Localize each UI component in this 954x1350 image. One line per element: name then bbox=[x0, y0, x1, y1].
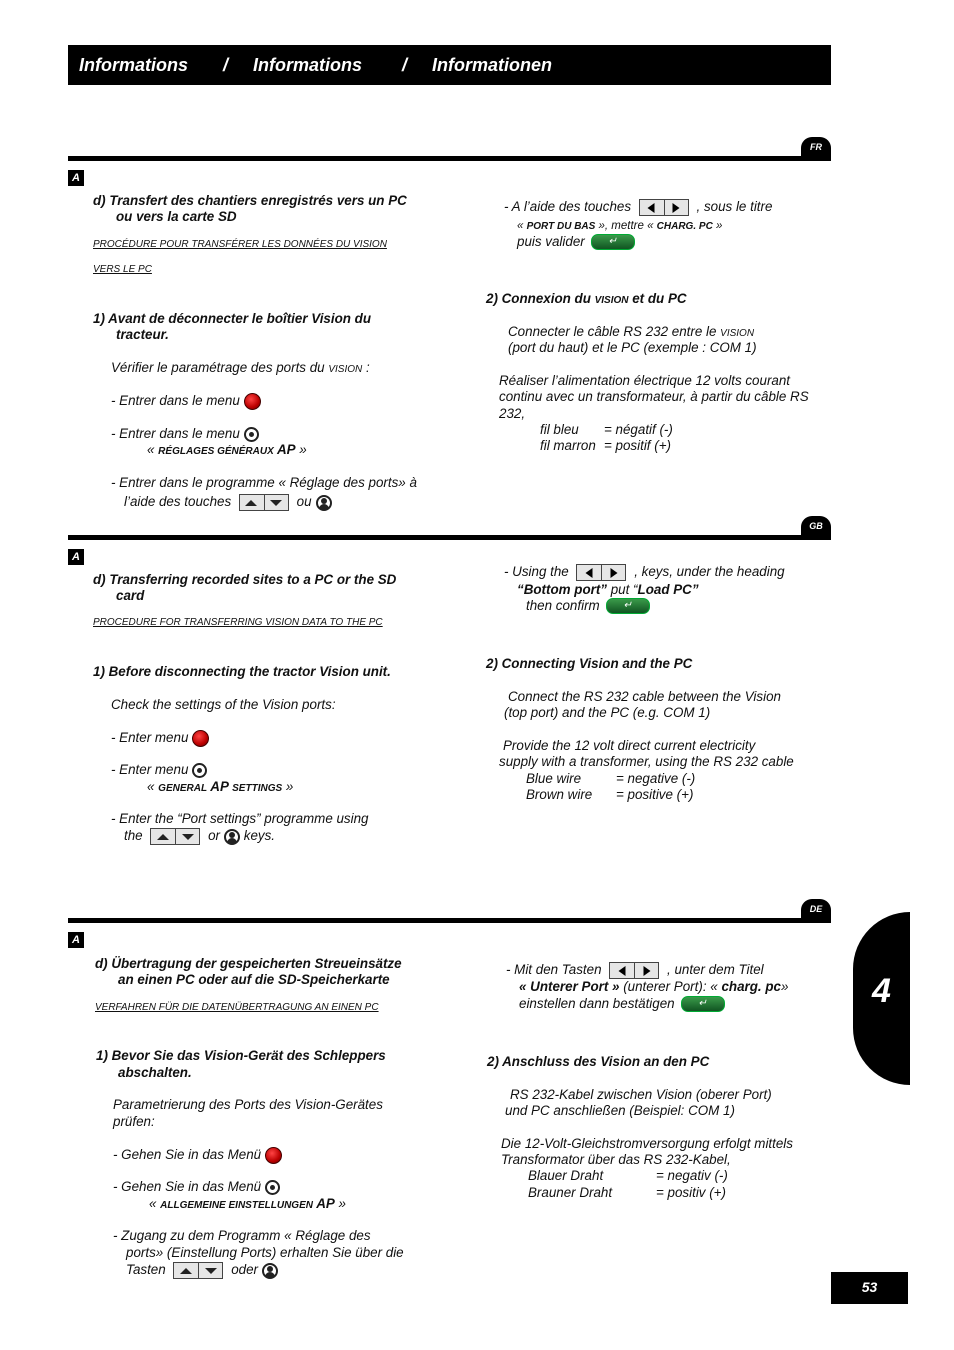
section-letter-box: A bbox=[68, 549, 84, 565]
de-power-line2: Transformator über das RS 232-Kabel, bbox=[501, 1152, 731, 1167]
settings-menu-button-icon bbox=[192, 763, 207, 778]
de-step-enter-settings-menu: - Gehen Sie in das Menü bbox=[113, 1179, 280, 1195]
enter-key-icon: ↵ bbox=[681, 996, 725, 1012]
gb-procedure: PROCEDURE FOR TRANSFERRING VISION DATA TO THE PC bbox=[93, 617, 383, 628]
de-step-port-settings-line3: Tasten oder bbox=[126, 1262, 278, 1279]
fr-procedure-line2: VERS LE PC bbox=[93, 264, 152, 275]
chapter-number: 4 bbox=[872, 972, 891, 1010]
language-tag-gb: GB bbox=[801, 516, 831, 538]
language-tag-fr: FR bbox=[801, 137, 831, 159]
left-right-arrow-keys-icon bbox=[639, 199, 689, 216]
fr-procedure-line1: PROCÉDURE POUR TRANSFÉRER LES DONNÉES DU VISION bbox=[93, 239, 387, 250]
left-right-arrow-keys-icon bbox=[576, 564, 626, 581]
fr-step1-title-line1: 1) Avant de déconnecter le boîtier Vision du bbox=[93, 311, 372, 326]
de-step-port-settings-line1: - Zugang zu dem Programm « Réglage des bbox=[113, 1228, 371, 1243]
de-connect-line2: und PC anschließen (Beispiel: COM 1) bbox=[505, 1103, 735, 1118]
section-letter-box: A bbox=[68, 932, 84, 948]
fr-right-line3: puis valider ↵ bbox=[517, 234, 635, 250]
de-right-line1: - Mit den Tasten , unter dem Titel bbox=[506, 962, 764, 978]
header-separator: / bbox=[402, 55, 408, 75]
fr-connect-line1: Connecter le câble RS 232 entre le VISION bbox=[508, 324, 755, 339]
de-check-line2: prüfen: bbox=[113, 1114, 155, 1129]
fr-wire-brown-value: = positif (+) bbox=[604, 438, 671, 453]
fr-wire-blue-value: = négatif (-) bbox=[604, 422, 673, 437]
gb-connect-line2: (top port) and the PC (e.g. COM 1) bbox=[504, 705, 711, 720]
section-rule bbox=[68, 535, 831, 540]
de-settings-menu-name: « ALLGEMEINE EINSTELLUNGEN AP » bbox=[149, 1196, 346, 1211]
fr-wire-blue-label: fil bleu bbox=[540, 422, 579, 437]
de-wire-blue-value: = negativ (-) bbox=[656, 1168, 728, 1183]
gb-title-line1: d) Transferring recorded sites to a PC or the SD bbox=[93, 572, 397, 587]
section-rule bbox=[68, 918, 831, 923]
fr-right-line2: « PORT DU BAS », mettre « CHARG. PC » bbox=[517, 220, 723, 232]
de-step2-title: 2) Anschluss des Vision an den PC bbox=[487, 1054, 710, 1069]
fr-step-enter-settings-menu: - Entrer dans le menu bbox=[111, 426, 259, 442]
de-wire-blue-label: Blauer Draht bbox=[528, 1168, 604, 1183]
header-title-fr: Informations bbox=[79, 55, 189, 75]
header-bar bbox=[68, 45, 831, 85]
enter-key-icon: ↵ bbox=[606, 598, 650, 614]
gb-step-enter-red-menu: - Enter menu bbox=[111, 730, 209, 747]
gb-step-enter-settings-menu: - Enter menu bbox=[111, 762, 207, 778]
gb-power-line1: Provide the 12 volt direct current electricity bbox=[503, 738, 756, 753]
up-down-arrow-keys-icon bbox=[173, 1262, 223, 1279]
de-check-line1: Parametrierung des Ports des Vision-Gerätes bbox=[113, 1097, 383, 1112]
fr-power-line3: 232, bbox=[499, 406, 526, 421]
fr-check-text: Vérifier le paramétrage des ports du VISION : bbox=[111, 360, 370, 375]
header-separator: / bbox=[223, 55, 229, 75]
user-button-icon bbox=[224, 829, 240, 845]
settings-menu-button-icon bbox=[244, 427, 259, 442]
gb-wire-brown-label: Brown wire bbox=[526, 787, 593, 802]
gb-wire-brown-value: = positive (+) bbox=[616, 787, 694, 802]
fr-title-line1: d) Transfert des chantiers enregistrés vers un PC bbox=[93, 193, 407, 208]
de-right-line3: einstellen dann bestätigen ↵ bbox=[519, 996, 725, 1012]
gb-step-port-settings-line1: - Enter the “Port settings” programme using bbox=[111, 811, 369, 826]
fr-power-line1: Réaliser l’alimentation électrique 12 volts courant bbox=[499, 373, 791, 388]
red-menu-button-icon bbox=[265, 1147, 282, 1164]
user-button-icon bbox=[262, 1263, 278, 1279]
fr-settings-menu-name: « RÉGLAGES GÉNÉRAUX AP » bbox=[147, 442, 307, 457]
gb-step1-title: 1) Before disconnecting the tractor Vision unit. bbox=[93, 664, 391, 679]
header-title-de: Informationen bbox=[432, 55, 552, 75]
enter-key-icon: ↵ bbox=[591, 234, 635, 250]
page-number: 53 bbox=[831, 1272, 908, 1304]
fr-step2-title: 2) Connexion du VISION et du PC bbox=[486, 291, 687, 306]
gb-right-line3: then confirm ↵ bbox=[526, 598, 650, 614]
section-rule bbox=[68, 156, 831, 161]
fr-title-line2: ou vers la carte SD bbox=[116, 209, 237, 224]
gb-step2-title: 2) Connecting Vision and the PC bbox=[486, 656, 693, 671]
de-title-line2: an einen PC oder auf die SD-Speicherkarte bbox=[118, 972, 390, 987]
fr-wire-brown-label: fil marron bbox=[540, 438, 596, 453]
settings-menu-button-icon bbox=[265, 1180, 280, 1195]
gb-title-line2: card bbox=[116, 588, 145, 603]
fr-connect-line2: (port du haut) et le PC (exemple : COM 1) bbox=[508, 340, 757, 355]
gb-check-text: Check the settings of the Vision ports: bbox=[111, 697, 336, 712]
de-wire-brown-value: = positiv (+) bbox=[656, 1185, 726, 1200]
de-wire-brown-label: Brauner Draht bbox=[528, 1185, 613, 1200]
fr-right-line1: - A l’aide des touches , sous le titre bbox=[504, 199, 773, 215]
de-right-line2: « Unterer Port » (unterer Port): « charg. pc» bbox=[519, 979, 789, 994]
up-down-arrow-keys-icon bbox=[150, 828, 200, 845]
de-step1-title-line2: abschalten. bbox=[118, 1065, 192, 1080]
up-down-arrow-keys-icon bbox=[239, 494, 289, 511]
fr-power-line2: continu avec un transformateur, à partir du câble RS bbox=[499, 389, 809, 404]
gb-power-line2: supply with a transformer, using the RS 232 cable bbox=[499, 754, 794, 769]
fr-step-port-settings-line2: l’aide des touches ou bbox=[124, 494, 332, 511]
red-menu-button-icon bbox=[192, 730, 209, 747]
gb-step-port-settings-line2: the or keys. bbox=[124, 828, 276, 844]
de-connect-line1: RS 232-Kabel zwischen Vision (oberer Port) bbox=[510, 1087, 772, 1102]
header-title-gb: Informations bbox=[253, 55, 363, 75]
de-step1-title-line1: 1) Bevor Sie das Vision-Gerät des Schleppers bbox=[96, 1048, 386, 1063]
de-power-line1: Die 12-Volt-Gleichstromversorgung erfolgt mittels bbox=[501, 1136, 793, 1151]
gb-wire-blue-label: Blue wire bbox=[526, 771, 582, 786]
de-title-line1: d) Übertragung der gespeicherten Streueinsätze bbox=[95, 956, 402, 971]
de-step-port-settings-line2: ports» (Einstellung Ports) erhalten Sie über die bbox=[126, 1245, 404, 1260]
gb-settings-menu-name: « GENERAL AP SETTINGS » bbox=[147, 779, 294, 794]
gb-wire-blue-value: = negative (-) bbox=[616, 771, 696, 786]
gb-connect-line1: Connect the RS 232 cable between the Vision bbox=[508, 689, 781, 704]
gb-right-line2: “Bottom port” put “Load PC” bbox=[517, 582, 699, 597]
language-tag-de: DE bbox=[801, 899, 831, 921]
fr-step-enter-red-menu: - Entrer dans le menu bbox=[111, 393, 261, 410]
section-letter-box: A bbox=[68, 170, 84, 186]
de-procedure: VERFAHREN FÜR DIE DATENÜBERTRAGUNG AN EINEN PC bbox=[95, 1002, 379, 1013]
fr-step-port-settings-line1: - Entrer dans le programme « Réglage des ports» à bbox=[111, 475, 417, 490]
red-menu-button-icon bbox=[244, 393, 261, 410]
de-step-enter-red-menu: - Gehen Sie in das Menü bbox=[113, 1147, 282, 1164]
fr-step1-title-line2: tracteur. bbox=[116, 327, 169, 342]
user-button-icon bbox=[316, 495, 332, 511]
left-right-arrow-keys-icon bbox=[609, 962, 659, 979]
gb-right-line1: - Using the , keys, under the heading bbox=[504, 564, 785, 580]
